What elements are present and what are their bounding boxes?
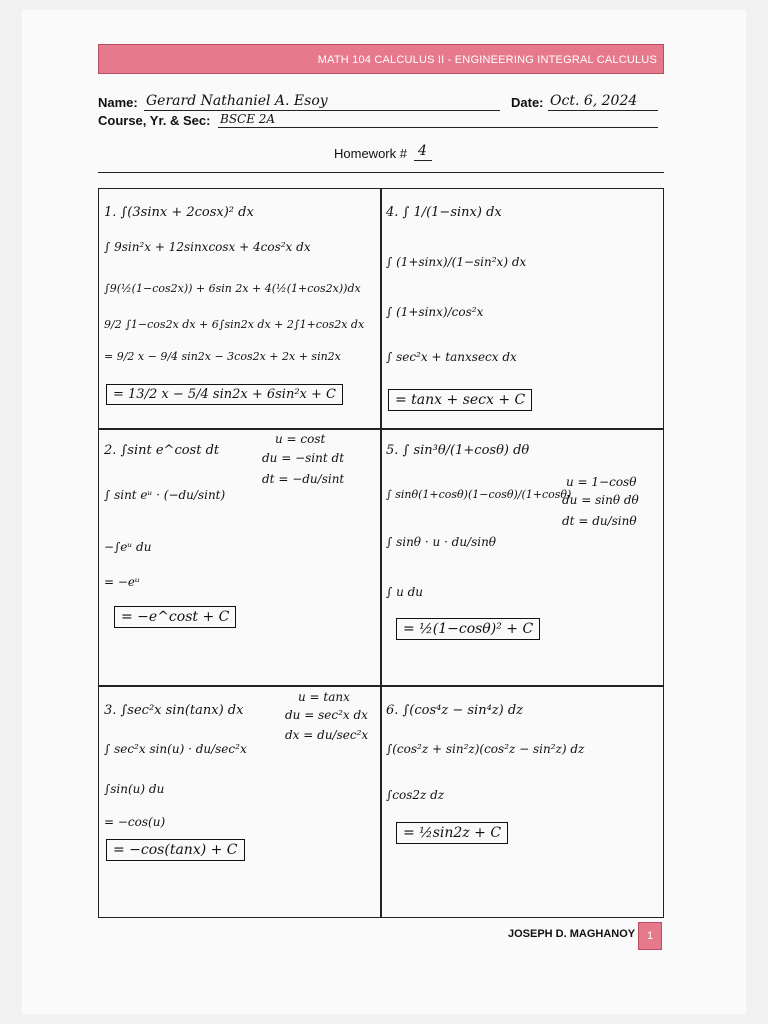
- problem-3-sub-3: dx = du/sec²x: [285, 728, 369, 742]
- course-banner-text: MATH 104 CALCULUS II - ENGINEERING INTEGRAL CALCULUS: [317, 54, 657, 66]
- problem-6-line-3: ∫cos2z dz: [386, 788, 445, 802]
- course-banner: [98, 44, 664, 74]
- problem-5-line-1: 5. ∫ sin³θ/(1+cosθ) dθ: [386, 443, 530, 458]
- course-label: Course, Yr. & Sec:: [98, 113, 211, 128]
- name-label: Name:: [98, 95, 138, 110]
- footer-author: JOSEPH D. MAGHANOY: [508, 928, 636, 940]
- name-value: Gerard Nathaniel A. Esoy: [146, 93, 328, 109]
- problem-5-line-4: ∫ u du: [386, 585, 424, 599]
- problem-2-sub-1: u = cost: [275, 432, 326, 446]
- problem-5-answer: = ½(1−cosθ)² + C: [396, 618, 540, 640]
- date-underline: [548, 110, 658, 111]
- problem-4-line-1: 4. ∫ 1/(1−sinx) dx: [386, 205, 502, 220]
- page-number-badge: [638, 922, 662, 950]
- problem-2-sub-2: du = −sint dt: [262, 451, 345, 465]
- problem-4-answer: = tanx + secx + C: [388, 389, 532, 411]
- problem-1-line-2: ∫ 9sin²x + 12sinxcosx + 4cos²x dx: [104, 240, 311, 254]
- problem-6-line-1: 6. ∫(cos⁴z − sin⁴z) dz: [386, 703, 524, 718]
- name-underline: [144, 110, 500, 111]
- problem-4-line-2: ∫ (1+sinx)/(1−sin²x) dx: [386, 255, 527, 269]
- problem-4-line-3: ∫ (1+sinx)/cos²x: [386, 305, 484, 319]
- homework-label: Homework #: [334, 146, 407, 161]
- problem-4-line-4: ∫ sec²x + tanxsecx dx: [386, 350, 517, 364]
- date-value: Oct. 6, 2024: [550, 93, 638, 109]
- problem-1-line-5: = 9/2 x − 9/4 sin2x − 3cos2x + 2x + sin2x: [104, 350, 341, 363]
- date-label: Date:: [511, 95, 544, 110]
- grid-center-line: [380, 188, 382, 918]
- homework-underline: [414, 160, 432, 161]
- grid-row-line-1: [98, 428, 664, 430]
- grid-row-line-2: [98, 685, 664, 687]
- problem-1-line-4: 9/2 ∫1−cos2x dx + 6∫sin2x dx + 2∫1+cos2x dx: [104, 318, 365, 331]
- header-divider: [98, 172, 664, 173]
- problem-5-line-3: ∫ sinθ · u · du/sinθ: [386, 535, 497, 549]
- problem-2-sub-3: dt = −du/sint: [262, 472, 345, 486]
- problem-5-sub-3: dt = du/sinθ: [562, 514, 637, 528]
- problem-3-line-1: 3. ∫sec²x sin(tanx) dx: [104, 703, 244, 718]
- problem-2-answer: = −e^cost + C: [114, 606, 236, 628]
- homework-number: 4: [418, 143, 427, 159]
- problem-3-sub-1: u = tanx: [298, 690, 350, 704]
- problem-2-line-2: ∫ sint eᵘ · (−du/sint): [104, 488, 226, 502]
- problem-3-line-3: ∫sin(u) du: [104, 782, 165, 796]
- problem-3-line-4: = −cos(u): [104, 815, 166, 829]
- page-number: 1: [646, 930, 654, 942]
- problem-2-line-4: = −eᵘ: [104, 575, 140, 589]
- problem-5-sub-2: du = sinθ dθ: [562, 493, 639, 507]
- problem-3-sub-2: du = sec²x dx: [285, 708, 368, 722]
- course-underline: [218, 127, 658, 128]
- problem-1-answer: = 13/2 x − 5/4 sin2x + 6sin²x + C: [106, 384, 343, 405]
- problem-3-answer: = −cos(tanx) + C: [106, 839, 245, 861]
- problem-6-answer: = ½sin2z + C: [396, 822, 508, 844]
- problem-5-sub-1: u = 1−cosθ: [566, 475, 637, 489]
- problem-1-line-3: ∫9(½(1−cos2x)) + 6sin 2x + 4(½(1+cos2x))dx: [104, 282, 361, 295]
- problem-2-line-3: −∫eᵘ du: [104, 540, 152, 554]
- problem-1-line-1: 1. ∫(3sinx + 2cosx)² dx: [104, 205, 254, 220]
- problem-3-line-2: ∫ sec²x sin(u) · du/sec²x: [104, 742, 247, 756]
- problem-2-line-1: 2. ∫sint e^cost dt: [104, 443, 220, 458]
- course-value: BSCE 2A: [220, 112, 276, 126]
- problem-6-line-2: ∫(cos²z + sin²z)(cos²z − sin²z) dz: [386, 742, 585, 756]
- problem-5-line-2: ∫ sinθ(1+cosθ)(1−cosθ)/(1+cosθ): [386, 488, 572, 501]
